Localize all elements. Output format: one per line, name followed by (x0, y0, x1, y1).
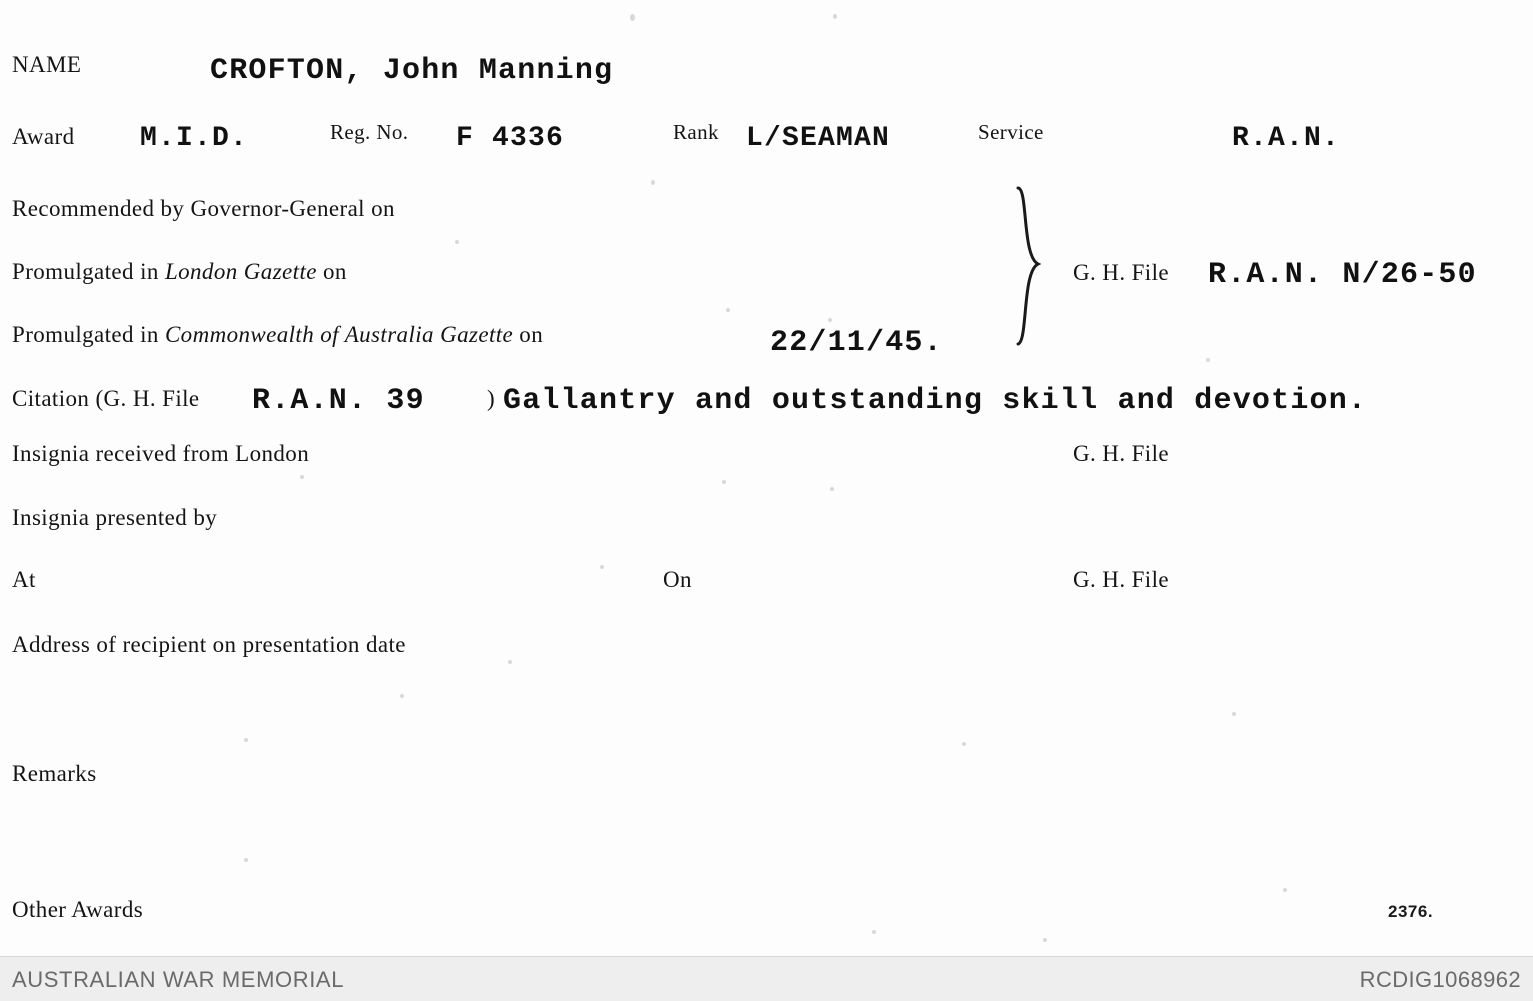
scan-speck (455, 240, 459, 244)
promulgated-london-prefix: Promulgated in (12, 259, 159, 284)
scan-speck (244, 858, 248, 862)
promulgated-cwlth-suffix: on (519, 322, 544, 347)
scan-speck (722, 480, 726, 484)
value-citation-text: Gallantry and outstanding skill and devotion. (503, 384, 1368, 418)
label-citation: Citation (G. H. File (12, 386, 200, 411)
scan-speck (828, 318, 832, 322)
scan-speck (1043, 938, 1047, 942)
scan-speck (400, 694, 404, 698)
label-remarks: Remarks (12, 761, 97, 786)
scan-speck (962, 742, 966, 746)
label-insignia-received: Insignia received from London (12, 441, 310, 466)
label-recommended-by: Recommended by Governor-General on (12, 196, 395, 221)
scan-speck (1283, 888, 1287, 892)
label-promulgated-commonwealth (12, 322, 543, 348)
value-gh-file-main: R.A.N. N/26-50 (1208, 258, 1477, 292)
scan-speck (651, 180, 655, 185)
label-reg-no: Reg. No. (330, 120, 409, 144)
scan-speck (830, 487, 834, 491)
scan-speck (1206, 358, 1210, 362)
label-on: On (663, 567, 692, 592)
label-insignia-presented: Insignia presented by (12, 505, 218, 530)
scan-speck (833, 14, 837, 19)
scan-speck (508, 660, 512, 664)
footer-bar (0, 956, 1533, 1001)
promulgated-cwlth-italic: Commonwealth of Australia Gazette (164, 322, 514, 347)
label-gh-file-insignia: G. H. File (1073, 441, 1169, 466)
label-promulgated-london (12, 259, 347, 285)
promulgated-london-italic: London Gazette (164, 259, 317, 284)
value-award: M.I.D. (140, 123, 249, 154)
scan-speck (244, 738, 248, 742)
scan-speck (1232, 712, 1236, 716)
label-citation-close-paren: ) (487, 386, 496, 411)
scan-speck (600, 565, 604, 569)
form-number: 2376. (1388, 902, 1434, 921)
label-rank: Rank (673, 120, 719, 144)
label-at: At (12, 567, 36, 592)
value-service: R.A.N. (1232, 123, 1341, 154)
scan-speck (300, 475, 304, 479)
label-award: Award (12, 124, 75, 149)
promulgated-cwlth-prefix: Promulgated in (12, 322, 159, 347)
value-reg-no: F 4336 (456, 123, 565, 154)
scan-speck (872, 930, 876, 934)
scan-speck (726, 308, 730, 312)
value-promulgated-commonwealth-date: 22/11/45. (770, 326, 943, 360)
label-address: Address of recipient on presentation date (12, 632, 406, 657)
label-name: NAME (12, 52, 82, 77)
label-gh-file-at: G. H. File (1073, 567, 1169, 592)
promulgated-london-suffix: on (323, 259, 347, 284)
value-name: CROFTON, John Manning (210, 54, 614, 88)
scan-speck (630, 14, 635, 21)
value-rank: L/SEAMAN (746, 123, 891, 154)
footer-identifier: RCDIG1068962 (1359, 967, 1521, 992)
brace-bracket-icon (1012, 186, 1046, 346)
label-service: Service (978, 120, 1044, 144)
footer-institution: AUSTRALIAN WAR MEMORIAL (12, 967, 345, 992)
label-gh-file-main: G. H. File (1073, 260, 1169, 285)
value-citation-file: R.A.N. 39 (252, 384, 425, 418)
label-other-awards: Other Awards (12, 897, 144, 922)
